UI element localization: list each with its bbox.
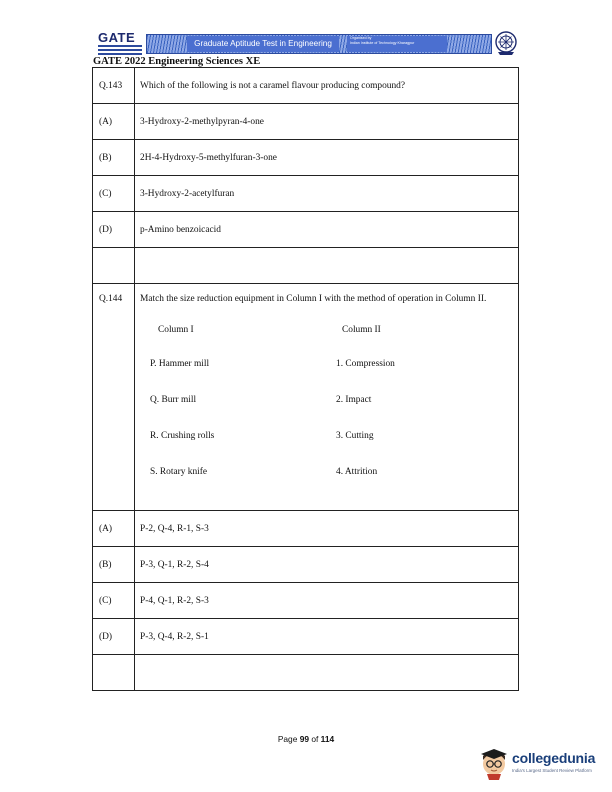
question-text: Which of the following is not a caramel flavour producing compound? bbox=[135, 68, 519, 104]
option-text: P-2, Q-4, R-1, S-3 bbox=[135, 511, 519, 547]
q144-row bbox=[93, 284, 519, 511]
option-row bbox=[93, 583, 519, 619]
option-text: 3-Hydroxy-2-acetylfuran bbox=[135, 176, 519, 212]
gate-logo bbox=[96, 30, 142, 58]
match-table bbox=[148, 325, 513, 485]
option-row bbox=[93, 212, 519, 248]
total-pages: 114 bbox=[320, 734, 335, 744]
question-text: Match the size reduction equipment in Column I with the method of operation in Column II. bbox=[140, 294, 487, 304]
option-row bbox=[93, 619, 519, 655]
option-text: p-Amino benzoicacid bbox=[135, 212, 519, 248]
option-label: (A) bbox=[93, 511, 135, 547]
option-row bbox=[93, 511, 519, 547]
option-label: (C) bbox=[93, 583, 135, 619]
current-page: 99 bbox=[299, 734, 310, 744]
column-ii-item: 1. Compression bbox=[336, 359, 395, 369]
column-i-header: Column I bbox=[158, 325, 194, 335]
option-text: P-3, Q-1, R-2, S-4 bbox=[135, 547, 519, 583]
document-title: GATE 2022 Engineering Sciences XE bbox=[93, 56, 261, 67]
page-number: Page 99 of 114 bbox=[277, 734, 335, 744]
q143-row bbox=[93, 68, 519, 104]
column-ii-item: 2. Impact bbox=[336, 395, 372, 405]
option-text: P-4, Q-1, R-2, S-3 bbox=[135, 583, 519, 619]
column-ii-item: 3. Cutting bbox=[336, 431, 374, 441]
blank-row bbox=[93, 248, 519, 284]
option-row bbox=[93, 104, 519, 140]
option-label: (D) bbox=[93, 212, 135, 248]
blank-row bbox=[93, 655, 519, 691]
organizer-name: Indian Institute of Technology Kharagpur bbox=[350, 41, 415, 45]
option-label: (C) bbox=[93, 176, 135, 212]
option-row bbox=[93, 547, 519, 583]
student-mascot-icon bbox=[478, 746, 510, 780]
option-label: (A) bbox=[93, 104, 135, 140]
column-i-item: R. Crushing rolls bbox=[150, 431, 215, 441]
option-label: (B) bbox=[93, 140, 135, 176]
column-i-item: Q. Burr mill bbox=[150, 395, 197, 405]
banner-title: Graduate Aptitude Test in Engineering bbox=[187, 36, 339, 52]
question-number: Q.144 bbox=[93, 284, 135, 511]
option-row bbox=[93, 140, 519, 176]
brand-tagline: India's Largest Student Review Platform bbox=[512, 768, 592, 773]
column-ii-header: Column II bbox=[342, 325, 381, 335]
option-label: (D) bbox=[93, 619, 135, 655]
iit-kgp-emblem-icon bbox=[494, 30, 518, 56]
option-label: (B) bbox=[93, 547, 135, 583]
brand-name: collegedunia bbox=[512, 750, 596, 766]
banner-organizer bbox=[347, 36, 447, 52]
option-text: P-3, Q-4, R-2, S-1 bbox=[135, 619, 519, 655]
gate-logo-text: GATE bbox=[98, 30, 136, 45]
column-i-item: P. Hammer mill bbox=[150, 359, 210, 369]
organized-by-label: Organised by bbox=[350, 36, 372, 40]
option-text: 3-Hydroxy-2-methylpyran-4-one bbox=[135, 104, 519, 140]
header-banner bbox=[146, 34, 492, 54]
option-row bbox=[93, 176, 519, 212]
column-ii-item: 4. Attrition bbox=[336, 467, 378, 477]
option-text: 2H-4-Hydroxy-5-methylfuran-3-one bbox=[135, 140, 519, 176]
question-number: Q.143 bbox=[93, 68, 135, 104]
page-header bbox=[92, 28, 520, 58]
column-i-item: S. Rotary knife bbox=[150, 467, 208, 477]
question-table bbox=[92, 67, 519, 691]
collegedunia-logo bbox=[478, 746, 608, 782]
